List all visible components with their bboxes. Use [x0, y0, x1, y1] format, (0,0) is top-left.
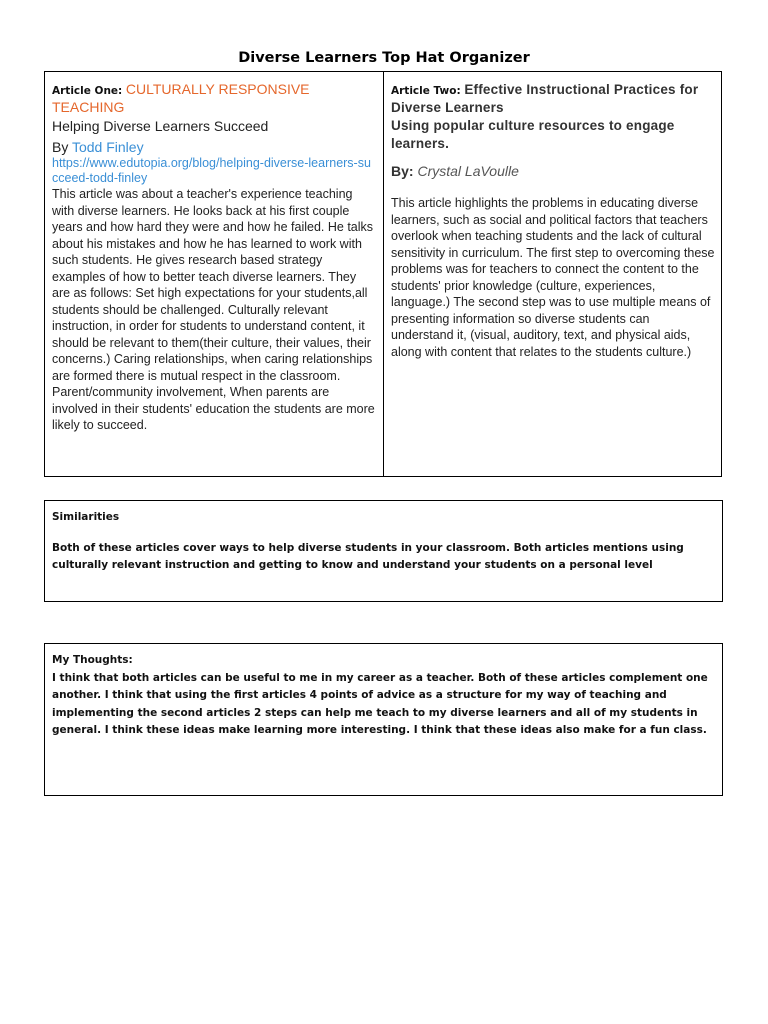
article-one-by-prefix: By — [52, 139, 72, 155]
article-two-cell — [384, 72, 721, 476]
article-one-byline — [52, 139, 377, 155]
similarities-box — [44, 500, 723, 602]
article-two-by-prefix: By: — [391, 163, 418, 179]
article-two-subtitle: Using popular culture resources to engage learners. — [391, 118, 675, 151]
article-one-heading — [52, 81, 377, 117]
article-one-summary: This article was about a teacher's experience teaching with diverse learners. He looks back at his first couple years and how hard they were and how he failed. He talks about his mistakes and how he has learned to work with such students. He gives research based strategy examples of how to better teach diverse learners. They are as follows: Set high expectations for your students,all students should be challenged. Culturally relevant instruction, in order for students to understand content, it should be relevant to them(their culture, their values, their concerns.) Caring relationships, when caring relationships are formed there is mutual respect in the classroom. Parent/community involvement, When parents are involved in their students' education the students are more likely to succeed. — [52, 187, 375, 432]
articles-table — [44, 71, 722, 477]
article-two-byline — [391, 163, 715, 179]
similarities-text: Both of these articles cover ways to help diverse students in your classroom. Both articles mentions using culturally relevant instruction and getting to know and understand your students on a personal level — [52, 541, 684, 571]
article-one-url-link[interactable]: https://www.edutopia.org/blog/helping-diverse-learners-succeed-todd-finley — [52, 156, 371, 185]
article-two-heading — [391, 81, 715, 117]
article-two-summary: This article highlights the problems in educating diverse learners, such as social and political factors that teachers overlook when teaching students and the lack of cultural sensitivity in curriculum. The first step to overcoming these problems was for teachers to connect the content to the students' prior knowledge (culture, experiences, language.) The second step was to use multiple means of presenting information so diverse students can understand it, (visual, auditory, text, and physical aids, along with content that relates to the students culture.) — [391, 196, 715, 359]
article-two-author: Crystal LaVoulle — [417, 163, 519, 179]
my-thoughts-text: I think that both articles can be useful to me in my career as a teacher. Both of these articles complement one another. I think that using the first articles 4 points of advice as a structure for my way of teaching and implementing the second articles 2 steps can help me teach to my diverse learners and all of my students in general. I think these ideas make learning more interesting. I think that these ideas also make for a fun class. — [52, 671, 708, 736]
article-one-subtitle: Helping Diverse Learners Succeed — [52, 118, 269, 134]
article-one-title: CULTURALLY RESPONSIVE TEACHING — [52, 81, 310, 115]
article-one-cell — [45, 72, 384, 476]
similarities-heading: Similarities — [52, 511, 120, 523]
article-two-title: Effective Instructional Practices for Diverse Learners — [391, 82, 699, 115]
my-thoughts-heading: My Thoughts: — [52, 654, 133, 666]
article-one-label: Article One: — [52, 85, 126, 97]
article-two-label: Article Two: — [391, 85, 465, 97]
article-one-author-link[interactable]: Todd Finley — [71, 139, 144, 155]
my-thoughts-box — [44, 643, 723, 796]
document-title: Diverse Learners Top Hat Organizer — [238, 50, 530, 66]
